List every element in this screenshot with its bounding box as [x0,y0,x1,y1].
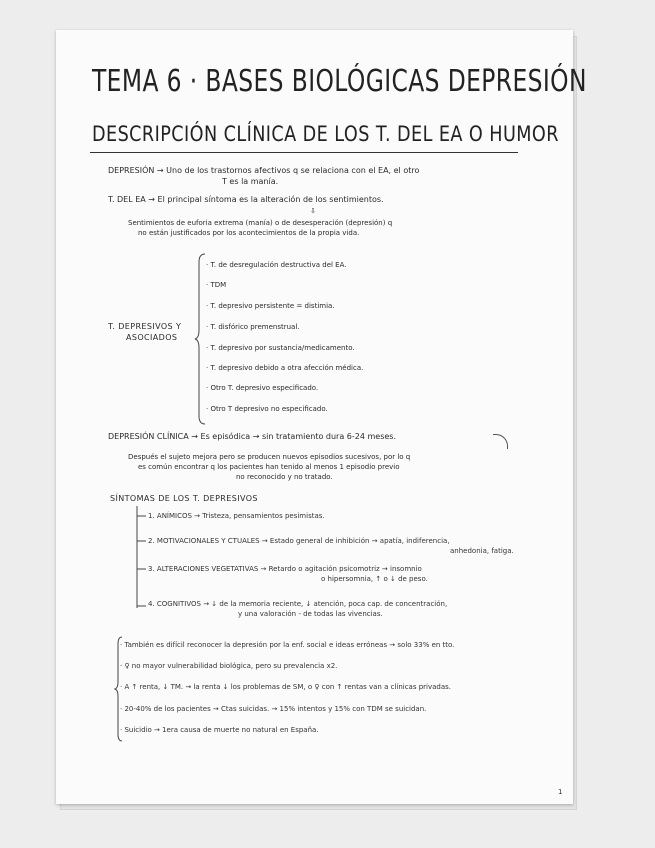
notes-page [56,30,587,804]
sintoma-cognitivos-line2: y una valoración - de todas las vivencias. [238,610,383,618]
depresion-clinica-heading: DEPRESIÓN CLÍNICA → Es episódica → sin tratamiento dura 6-24 meses. [108,432,396,441]
tdepresivos-label-line2: ASOCIADOS [126,333,178,342]
sintomas-connector-lines [136,506,150,612]
sentimientos-line2: no están justificados por los acontecimientos de la propia vida. [138,229,360,237]
nota-item: · Suicidio → 1era causa de muerte no natural en España. [120,726,319,734]
left-brace-icon [194,252,208,426]
page-number: 1 [558,788,563,796]
sintoma-vegetativas-line2: o hipersomnia, ↑ o ↓ de peso. [321,575,428,583]
depresion-definition-line2: T es la manía. [222,177,279,186]
depresion-definition-line1: DEPRESIÓN → Uno de los trastornos afectivos q se relaciona con el EA, el otro [108,166,420,175]
sintoma-vegetativas-line1: 3. ALTERACIONES VEGETATIVAS → Retardo o agitación psicomotriz → insomnio [148,565,422,573]
tdepresivo-item: · T. depresivo persistente = distimia. [206,302,335,310]
tdepresivo-item: · Otro T. depresivo especificado. [206,384,319,392]
tdepresivo-item: · T. disfórico premenstrual. [206,323,300,331]
tdepresivo-item: · TDM [206,281,227,289]
sentimientos-line1: Sentimientos de euforia extrema (manía) o de desesperación (depresión) q [128,219,393,227]
tdepresivo-item: · Otro T depresivo no especificado. [206,405,328,413]
nota-item: · 20-40% de los pacientes → Ctas suicidas. → 15% intentos y 15% con TDM se suicidan. [120,705,427,713]
sintoma-motivacionales-line1: 2. MOTIVACIONALES Y CTUALES → Estado general de inhibición → apatía, indiferencia, [148,537,450,545]
sintomas-heading: SÍNTOMAS DE LOS T. DEPRESIVOS [110,494,258,503]
depresion-clinica-line1: Después el sujeto mejora pero se producen nuevos episodios sucesivos, por lo q [128,453,411,461]
depresion-clinica-line3: no reconocido y no tratado. [236,473,333,481]
tdepresivo-item: · T. de desregulación destructiva del EA. [206,261,347,269]
section-subtitle: DESCRIPCIÓN CLÍNICA DE LOS T. DEL EA O HUMOR [92,122,559,146]
nota-item: · ♀ no mayor vulnerabilidad biológica, pero su prevalencia x2. [120,662,338,670]
down-arrow-icon: ⇩ [310,207,316,215]
nota-item: · A ↑ renta, ↓ TM. → la renta ↓ los problemas de SM, o ♀ con ↑ rentas van a clínicas privadas. [120,683,452,691]
subtitle-underline [90,152,518,153]
tdelea-definition: T. DEL EA → El principal síntoma es la alteración de los sentimientos. [108,195,384,204]
tdepresivos-label-line1: T. DEPRESIVOS Y [108,322,182,331]
sintoma-animicos: 1. ANÍMICOS → Tristeza, pensamientos pesimistas. [148,512,325,520]
tdepresivo-item: · T. depresivo debido a otra afección médica. [206,364,364,372]
tdepresivo-item: · T. depresivo por sustancia/medicamento. [206,344,355,352]
sintoma-cognitivos-line1: 4. COGNITIVOS → ↓ de la memoria reciente, ↓ atención, poca cap. de concentración, [148,600,448,608]
curved-arrow-icon [493,434,508,449]
depresion-clinica-line2: es común encontrar q los pacientes han tenido al menos 1 episodio previo [138,463,400,471]
page-title: TEMA 6 · BASES BIOLÓGICAS DEPRESIÓN [92,64,587,99]
sintoma-motivacionales-line2: anhedonia, fatiga. [450,547,514,555]
nota-item: · También es difícil reconocer la depresión por la enf. social e ideas erróneas → solo 33% en tto. [120,641,455,649]
